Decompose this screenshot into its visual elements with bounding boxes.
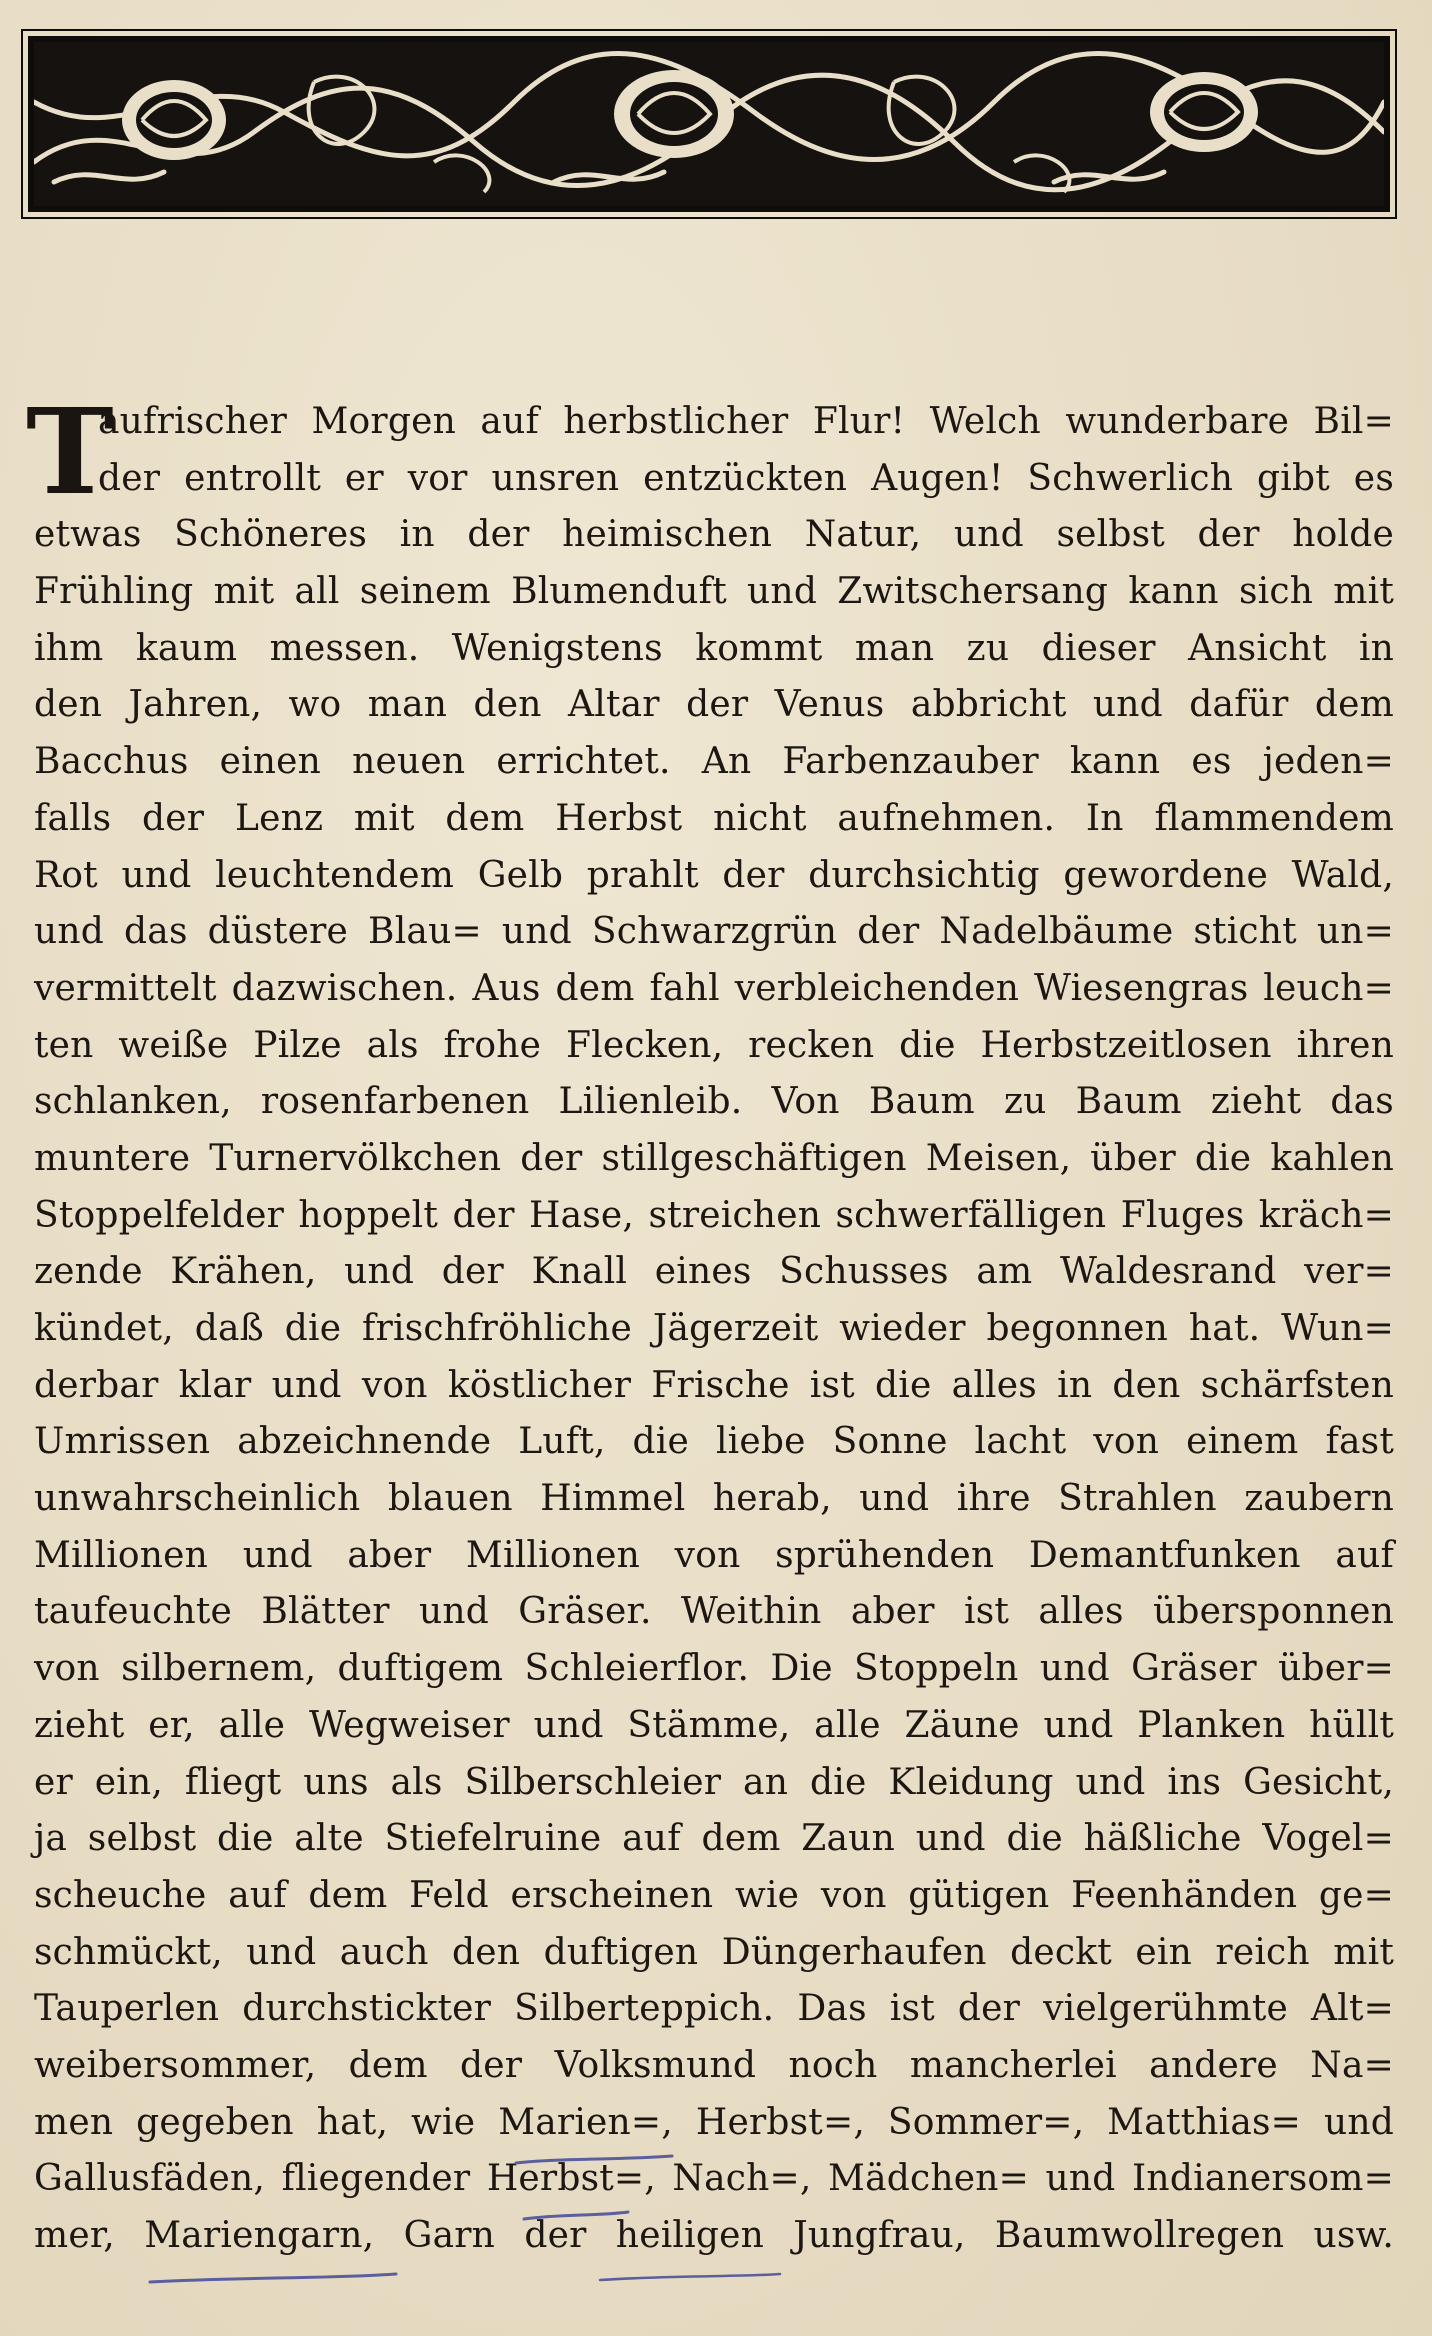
drop-cap: T — [26, 382, 114, 521]
text-line: Stoppelfelder hoppelt der Hase, streichen schwerfälligen Fluges kräch= — [34, 1194, 1394, 1236]
text-line: derbar klar und von köstlicher Frische ist die alles in den schärfsten — [34, 1364, 1394, 1406]
text-line: Bacchus einen neuen errichtet. An Farbenzauber kann es jeden= — [34, 741, 1394, 783]
text-line: von silbernem, duftigem Schleierflor. Die Stoppeln und Gräser über= — [34, 1648, 1394, 1690]
text-line: und das düstere Blau= und Schwarzgrün der Nadelbäume sticht un= — [34, 911, 1394, 953]
text-line: schmückt, und auch den duftigen Düngerhaufen deckt ein reich mit — [34, 1931, 1394, 1973]
text-line: ten weiße Pilze als frohe Flecken, recken die Herbstzeitlosen ihren — [34, 1024, 1394, 1066]
underline-mark — [150, 2274, 396, 2282]
text-line: weibersommer, dem der Volksmund noch mancherlei andere Na= — [34, 2044, 1394, 2086]
text-line: den Jahren, wo man den Altar der Venus abbricht und dafür dem — [34, 684, 1394, 726]
text-line: etwas Schöneres in der heimischen Natur, und selbst der holde — [34, 514, 1394, 556]
text-line: muntere Turnervölkchen der stillgeschäftigen Meisen, über die kahlen — [34, 1137, 1394, 1179]
text-line: mer, Mariengarn, Garn der heiligen Jungfrau, Baumwollregen usw. — [34, 2215, 1394, 2256]
text-line: Rot und leuchtendem Gelb prahlt der durchsichtig gewordene Wald, — [34, 854, 1394, 896]
floral-ornament-art — [34, 42, 1384, 206]
text-line: ja selbst die alte Stiefelruine auf dem Zaun und die häßliche Vogel= — [34, 1818, 1394, 1860]
text-line: er ein, fliegt uns als Silberschleier an die Kleidung und ins Gesicht, — [34, 1761, 1394, 1803]
text-line: kündet, daß die frischfröhliche Jägerzeit wieder begonnen hat. Wun= — [34, 1308, 1394, 1349]
text-line: Frühling mit all seinem Blumenduft und Zwitschersang kann sich mit — [34, 571, 1394, 613]
text-line: unwahrscheinlich blauen Himmel herab, und ihre Strahlen zaubern — [34, 1478, 1394, 1520]
text-line: taufeuchte Blätter und Gräser. Weithin aber ist alles übersponnen — [34, 1591, 1394, 1633]
text-line: zieht er, alle Wegweiser und Stämme, alle Zäune und Planken hüllt — [34, 1704, 1394, 1746]
text-line: scheuche auf dem Feld erscheinen wie von gütigen Feenhänden ge= — [34, 1874, 1394, 1916]
text-line: aufrischer Morgen auf herbstlicher Flur! Welch wunderbare Bil= — [98, 401, 1394, 442]
text-line: Millionen und aber Millionen von sprühenden Demantfunken auf — [34, 1534, 1394, 1576]
body-text — [34, 394, 1394, 2265]
text-line: der entrollt er vor unsren entzückten Augen! Schwerlich gibt es — [98, 457, 1394, 499]
header-ornament — [28, 36, 1390, 212]
text-line: zende Krähen, und der Knall eines Schusses am Waldesrand ver= — [34, 1251, 1394, 1293]
text-line: Umrissen abzeichnende Luft, die liebe Sonne lacht von einem fast — [34, 1421, 1394, 1463]
text-line: Gallusfäden, fliegender Herbst=, Nach=, Mädchen= und Indianersom= — [34, 2158, 1394, 2200]
text-line: men gegeben hat, wie Marien=, Herbst=, Sommer=, Matthias= und — [34, 2101, 1394, 2143]
text-line: ihm kaum messen. Wenigstens kommt man zu dieser Ansicht in — [34, 627, 1394, 669]
text-line: Tauperlen durchstickter Silberteppich. Das ist der vielgerühmte Alt= — [34, 1988, 1394, 2030]
underline-mark — [600, 2274, 780, 2280]
text-line: falls der Lenz mit dem Herbst nicht aufnehmen. In flammendem — [34, 797, 1394, 839]
text-line: schlanken, rosenfarbenen Lilienleib. Von Baum zu Baum zieht das — [34, 1081, 1394, 1123]
text-line: vermittelt dazwischen. Aus dem fahl verbleichenden Wiesengras leuch= — [34, 967, 1394, 1009]
